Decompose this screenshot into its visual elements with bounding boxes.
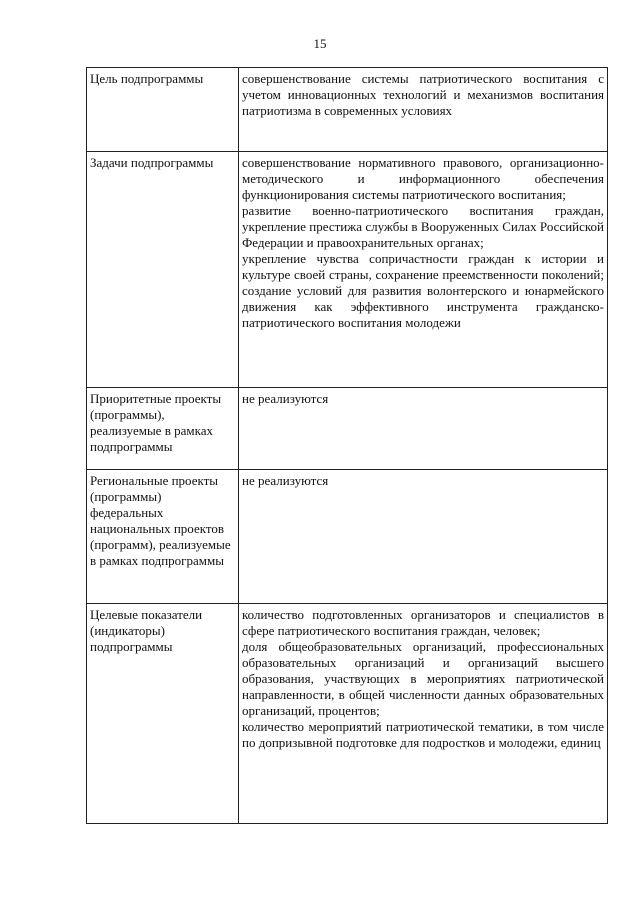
- value-paragraph: не реализуются: [242, 391, 329, 406]
- subprogram-passport-table: [86, 67, 608, 824]
- value-paragraph: количество подготовленных организаторов и специалистов в сфере патриотического воспитания граждан, человек;: [242, 607, 604, 638]
- value-paragraph: совершенствование нормативного правового, организационно-методического и информационного обеспечения функционирования системы патриотического воспитания;: [242, 155, 604, 202]
- table-row-target-indicators: [87, 604, 608, 824]
- value-paragraph: количество мероприятий патриотической тематики, в том числе по допризывной подготовке для подростков и молодежи, единиц: [242, 719, 604, 750]
- table-row-priority-projects: [87, 388, 608, 470]
- row-value: [239, 152, 608, 388]
- value-paragraph: доля общеобразовательных организаций, профессиональных образовательных организаций и организаций высшего образования, участвующих в мероприятиях патриотической направленности, в общей численности данных образовательных организаций, процентов;: [242, 639, 604, 718]
- table-row-regional-projects: [87, 470, 608, 604]
- value-paragraph: не реализуются: [242, 473, 329, 488]
- page-number: 15: [313, 36, 327, 51]
- row-value: [239, 68, 608, 152]
- row-value: [239, 604, 608, 824]
- row-label: Цель подпрограммы: [87, 68, 239, 152]
- value-paragraph: совершенствование системы патриотического воспитания с учетом инновационных технологий и механизмов воспитания патриотизма в современных условиях: [242, 71, 604, 118]
- table-row-goal: [87, 68, 608, 152]
- value-paragraph: развитие военно-патриотического воспитания граждан, укрепление престижа службы в Вооруженных Силах Российской Федерации и правоохранительных органах;: [242, 203, 604, 250]
- row-label: Приоритетные проекты (программы), реализуемые в рамках подпрограммы: [87, 388, 239, 470]
- row-label: Задачи подпрограммы: [87, 152, 239, 388]
- row-value: [239, 388, 608, 470]
- row-value: [239, 470, 608, 604]
- row-label: Целевые показатели (индикаторы) подпрограммы: [87, 604, 239, 824]
- value-paragraph: укрепление чувства сопричастности граждан к истории и культуре своей страны, сохранение преемственности поколений; создание условий для развития волонтерского и юнармейского движения как эффективного инструмента гражданско-патриотического воспитания молодежи: [242, 251, 604, 330]
- row-label: Региональные проекты (программы) федеральных национальных проектов (программ), реализуемые в рамках подпрограммы: [87, 470, 239, 604]
- table-row-tasks: [87, 152, 608, 388]
